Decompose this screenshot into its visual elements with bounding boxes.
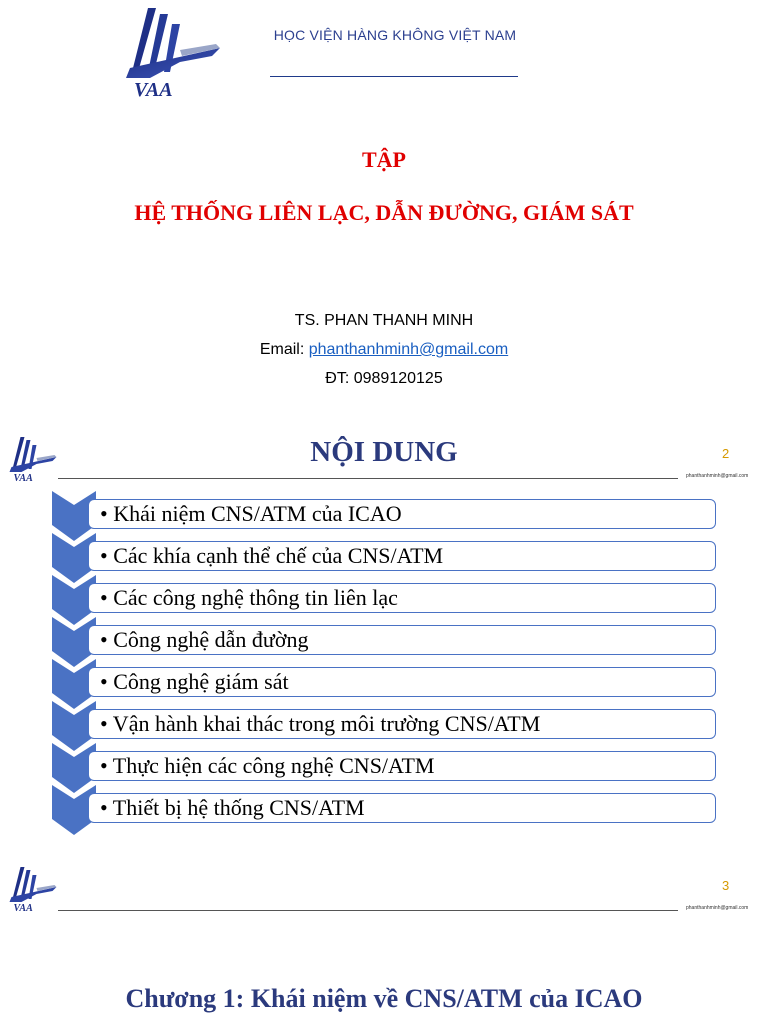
logo-text: VAA — [13, 473, 33, 482]
vaa-logo-small — [6, 866, 58, 912]
document-title-line2: HỆ THỐNG LIÊN LẠC, DẪN ĐƯỜNG, GIÁM SÁT — [134, 200, 634, 225]
author-phone: ĐT: 0989120125 — [325, 370, 443, 387]
author-name: TS. PHAN THANH MINH — [294, 312, 474, 329]
toc-item: • Vận hành khai thác trong môi trường CNS/ATM — [100, 711, 541, 736]
footer-email: phanthanhminh@gmail.com — [686, 905, 749, 911]
toc-item: • Thiết bị hệ thống CNS/ATM — [100, 795, 365, 820]
logo-text: VAA — [134, 79, 173, 98]
page-number: 2 — [722, 446, 730, 461]
toc-item: • Công nghệ dẫn đường — [100, 627, 309, 652]
logo-text: VAA — [13, 903, 33, 912]
toc-item: • Thực hiện các công nghệ CNS/ATM — [100, 753, 435, 778]
footer-email: phanthanhminh@gmail.com — [686, 473, 749, 479]
toc-item: • Khái niệm CNS/ATM của ICAO — [100, 501, 402, 526]
slide-rule — [58, 478, 678, 479]
toc-item: • Các khía cạnh thể chế của CNS/ATM — [100, 543, 444, 568]
slide-rule — [58, 910, 678, 911]
author-email-line — [0, 341, 768, 359]
vaa-logo — [120, 6, 222, 98]
header-rule — [270, 76, 518, 77]
page-number: 3 — [722, 878, 730, 893]
email-link[interactable]: phanthanhminh@gmail.com — [308, 341, 509, 358]
organization-name: HỌC VIỆN HÀNG KHÔNG VIỆT NAM — [273, 27, 517, 43]
chapter-heading: Chương 1: Khái niệm về CNS/ATM của ICAO — [125, 984, 643, 1013]
toc-item: • Các công nghệ thông tin liên lạc — [100, 585, 398, 610]
email-label: Email: — [259, 341, 309, 358]
toc-item: • Công nghệ giám sát — [100, 669, 289, 694]
slide-title: NỘI DUNG — [310, 436, 458, 468]
document-title-line1: TẬP — [362, 147, 406, 172]
